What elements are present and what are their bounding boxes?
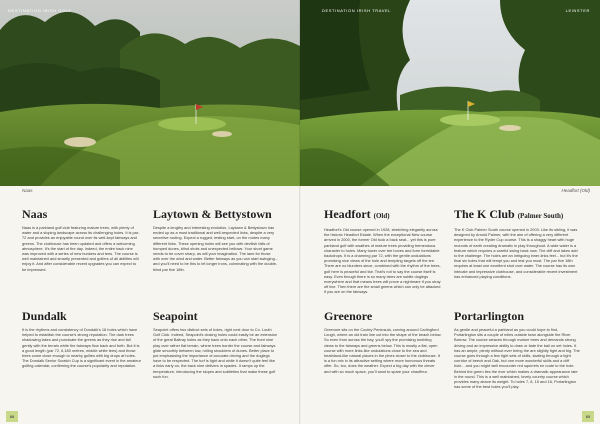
entry-title: Greenore (324, 309, 373, 323)
running-head-left: DESTINATION IRISH GOLF (8, 8, 72, 13)
entry-greenore (324, 310, 442, 374)
right-page (300, 0, 600, 424)
entry-body: Greenore sits on the Cooley Peninsula, curving around Carlingford Lough, where an old train line cut into the shape of the beach below. So even from across the bay, you'll spy the promising tumbling views to the fairways and greens below. This is mostly a flat, open course with more links-like undulations close to the sea and heathland-like natural places in the pines closer to the clubhouse. It is a fun mix in its attractive setting where more humorous threats offer. So, too, does the weather. Expect a big day with the clever and with so much space, you'll want to spare your chauffeur. (324, 327, 442, 374)
headfort-golf-photo (300, 0, 600, 186)
entry-subtitle: (Palmer South) (517, 212, 564, 220)
entry-subtitle: (Old) (373, 212, 390, 220)
entry-title-main: The K Club (454, 207, 515, 221)
entry-laytown-bettystown (153, 208, 278, 272)
photo-caption-right: Headfort (Old) (561, 188, 590, 193)
entry-body: Despite a lengthy and interesting evolution, Laytown & Bettystown has ended up as a most traditional and well-respected links, despite a very secretive routing. Expect a rugged, testing start, on the routes many different links. These opening holes will see you with devilish falls of humped dunes, blind shots and unexpected bellows. Your short game needs to be cover sharp, as will your imagination. The lane for those with over the wind and water. Better fairways as you can start swinging... and you'll need to be this to let longer irons, culminating with the double-blind par five 18th. (153, 225, 278, 272)
entry-naas (22, 208, 140, 272)
naas-golf-photo (0, 0, 300, 186)
entry-portarlington (454, 310, 580, 389)
entry-title: Naas (22, 207, 48, 221)
entry-body: It is the rhythms and consistency of Dundalk's 18 holes which have helped to establish the course's strong reputation. The dark trees shadowing lakes and punctuate the greens as they rise and fall gently with the terrain while the fairways flow back and forth. But it is a good length (par 72, 6,180 metres, middle white tees) and those trees come close enough to nearby gullies with big drops at holes. The Dundalk Senior Scratch Cup is a significant event in the amateur golfing calendar, confirming the course's popularity and reputation. (22, 327, 141, 369)
entry-seapoint (153, 310, 278, 379)
running-head-right: DESTINATION IRISH TRAVEL (322, 8, 392, 13)
entry-title (324, 208, 442, 223)
page-number-right: 69 (582, 411, 594, 422)
entry-title: Seapoint (153, 309, 198, 323)
entry-body: Naas is a parkland golf club featuring mature trees, with plenty of water and a sloping landscape across its challenging holes. It is par-72 and provides an enjoyable round over its well-kept fairways and greens. The clubhouse has been updated and offers a welcoming atmosphere. It's the start of the day. Indeed, the entire back nine was improved with a series of new bunkers and tees. The course is well maintained and smartly presented and golfers of all abilities will enjoy it. And after considerable recent upgrades you can expect to be impressed. (22, 225, 140, 272)
entry-dundalk (22, 310, 142, 369)
entry-body: The K Club Palmer South course opened in 2003. Like its sibling, it was designed by Arnold Palmer, with the aim of offering a very different experience to the Ryder Cup course. This is a shaggy heart with huge mounds of earth creating dramatic in play throughout. A wide water is a feature which requires a careful swing back now. The cliff and lakes add to the challenge. The holes are an intriguing inner-links feel... but it's the final six holes that will tempt you and test you most. The par five 18th requires at least one excellent shot over water. The course has its own intricate and impressive clubhouse, and considerable recent investment has enhanced playing conditions. (454, 227, 578, 279)
entry-headfort (324, 208, 442, 295)
entry-k-club (454, 208, 580, 279)
entry-body: Headfort's Old course opened in 1928, stretching elegantly across the historic Headfort Estate. When the exceptional New course arrived in 2000, the former Old took a back seat... yet this is pure parkland golf with swathes of mature trees providing tremendous character to holes. Many tower over tee boxes and form formidable backdrops. It is a charming par 72, with the gentle undulations promising nice views of the hole and tempting targets off the tee. There are no blunders since, combined with the rhythm of the trees, golf here is peaceful and fair. That's not to say the course itself is easy. Even though there is so many trees are subtle doglegs everywhere and that means trees will prove a nightmare if you stray off line. Then there are the small greens which can only be attacked if you are on the fairways. (324, 227, 441, 295)
photo-caption-left: Naas (22, 188, 33, 193)
entry-title: Laytown & Bettystown (153, 207, 272, 221)
entry-title: Dundalk (22, 309, 67, 323)
entry-body: Seapoint offers two distinct sets of holes, right next door to Co. Louth Golf Club. Indeed, Seapoint's closing holes could easily be an extension of the great Baltray holes as they back onto each other. The front nine play over rather flat terrain, where trees border the course and fairways glide smoothly between low, rolling shoulders of dunes. Better place to put emphasising the importance of accurate driving and the doglegs have to be respected. The turf is tight and while it doesn't quite feel like a links early on, the back nine delivers in spades. It ramps up the temperature, introducing the slopes and subtleties that make these golf such fun. (153, 327, 278, 379)
spine-gutter (299, 0, 301, 424)
entry-title: Portarlington (454, 309, 524, 323)
entry-title-main: Headfort (324, 207, 371, 221)
entry-title (454, 208, 580, 223)
page-number-left: 68 (6, 411, 18, 422)
entry-body: As gentle and peaceful a parkland as you could hope to find, Portarlington sits a couple of miles outside town alongside the River Barrow. The course weaves through mature trees and demands strong driving and an impressive ability to draw or fade the ball on set holes. It has an ample, plenty without ever being the are slightly tight and big. The course goes through a few tight sets of skills, skating through a tight corridor of beech and Oak, but one more wonderful skills and a cliff hole... and you might well encounter red squirrels en route to the hole. Behind the green lies the river which makes a dramatic appearance late in the round. This is a well maintained, lovely country course which provides many above its weight. To holes 7, 8, 15 and 16, Portarlington has some of the best holes you'll play. (454, 327, 580, 390)
section-label: LEINSTER (565, 8, 590, 13)
